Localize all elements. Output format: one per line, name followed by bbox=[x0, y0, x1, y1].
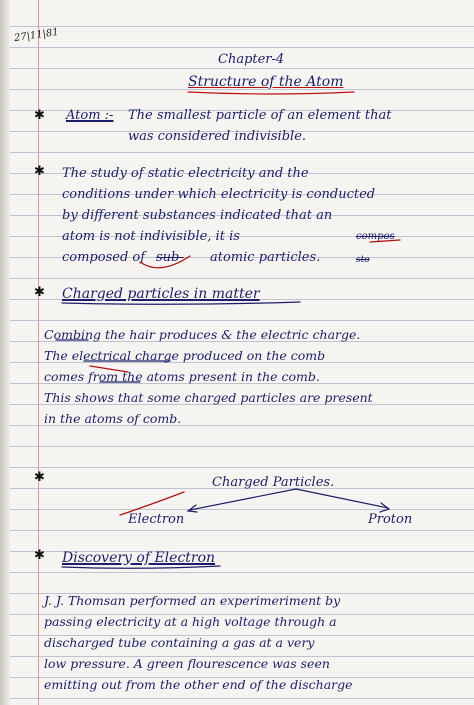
page-title: Structure of the Atom bbox=[188, 74, 344, 90]
paragraph-line: conditions under which electricity is conducted bbox=[62, 187, 376, 202]
paragraph-line: in the atoms of comb. bbox=[44, 411, 182, 426]
section-heading: Charged particles in matter bbox=[62, 286, 260, 302]
diagram-branch-line bbox=[296, 489, 388, 508]
diagram-right-label: Proton bbox=[368, 512, 413, 527]
correction-tick bbox=[120, 492, 184, 515]
correction-tick bbox=[90, 366, 128, 372]
paragraph-line: atom is not indivisible, it is bbox=[62, 229, 240, 244]
diagram-branch-line bbox=[190, 489, 296, 510]
atom-definition-line: The smallest particle of an element that bbox=[128, 108, 392, 123]
diagram-root-label: Charged Particles. bbox=[212, 475, 335, 490]
diagram-left-label: Electron bbox=[128, 512, 185, 527]
paragraph-line: atomic particles. bbox=[210, 250, 321, 265]
page-date: 27|11|81 bbox=[13, 26, 60, 45]
paragraph-line: passing electricity at a high voltage through a bbox=[44, 614, 337, 629]
section-heading: Discovery of Electron bbox=[62, 550, 216, 566]
paragraph-line: The electrical charge produced on the comb bbox=[44, 348, 326, 363]
heading-underline bbox=[62, 566, 220, 568]
paragraph-line: low pressure. A green flourescence was seen bbox=[44, 656, 330, 671]
correction-tick bbox=[140, 256, 190, 268]
bullet-star: ✱ bbox=[34, 548, 45, 563]
bullet-star: ✱ bbox=[34, 108, 45, 123]
paragraph-line: This shows that some charged particles are present bbox=[44, 390, 373, 405]
struck-word: sub- bbox=[156, 250, 184, 265]
paragraph-line: The study of static electricity and the bbox=[62, 166, 309, 181]
paragraph-line: composed of bbox=[62, 250, 146, 265]
atom-definition-line: was considered indivisible. bbox=[128, 129, 307, 144]
title-underline bbox=[188, 92, 354, 94]
bullet-star: ✱ bbox=[34, 470, 45, 485]
heading-underline bbox=[62, 302, 300, 304]
correction-tick bbox=[370, 240, 400, 242]
struck-word: compos bbox=[356, 231, 395, 242]
paragraph-line: discharged tube containing a gas at a very bbox=[44, 635, 315, 650]
bullet-star: ✱ bbox=[34, 164, 45, 179]
atom-label: Atom :- bbox=[66, 108, 114, 123]
paragraph-line: emitting out from the other end of the discharge bbox=[44, 677, 353, 692]
paragraph-line: by different substances indicated that an bbox=[62, 208, 333, 223]
struck-word: sto bbox=[356, 255, 370, 265]
paragraph-line: Combing the hair produces & the electric charge. bbox=[44, 327, 361, 342]
chapter-label: Chapter-4 bbox=[218, 52, 285, 67]
paragraph-line: comes from the atoms present in the comb. bbox=[44, 369, 320, 384]
bullet-star: ✱ bbox=[34, 285, 45, 300]
paragraph-line: J. J. Thomsan performed an experimeriment by bbox=[44, 593, 341, 608]
